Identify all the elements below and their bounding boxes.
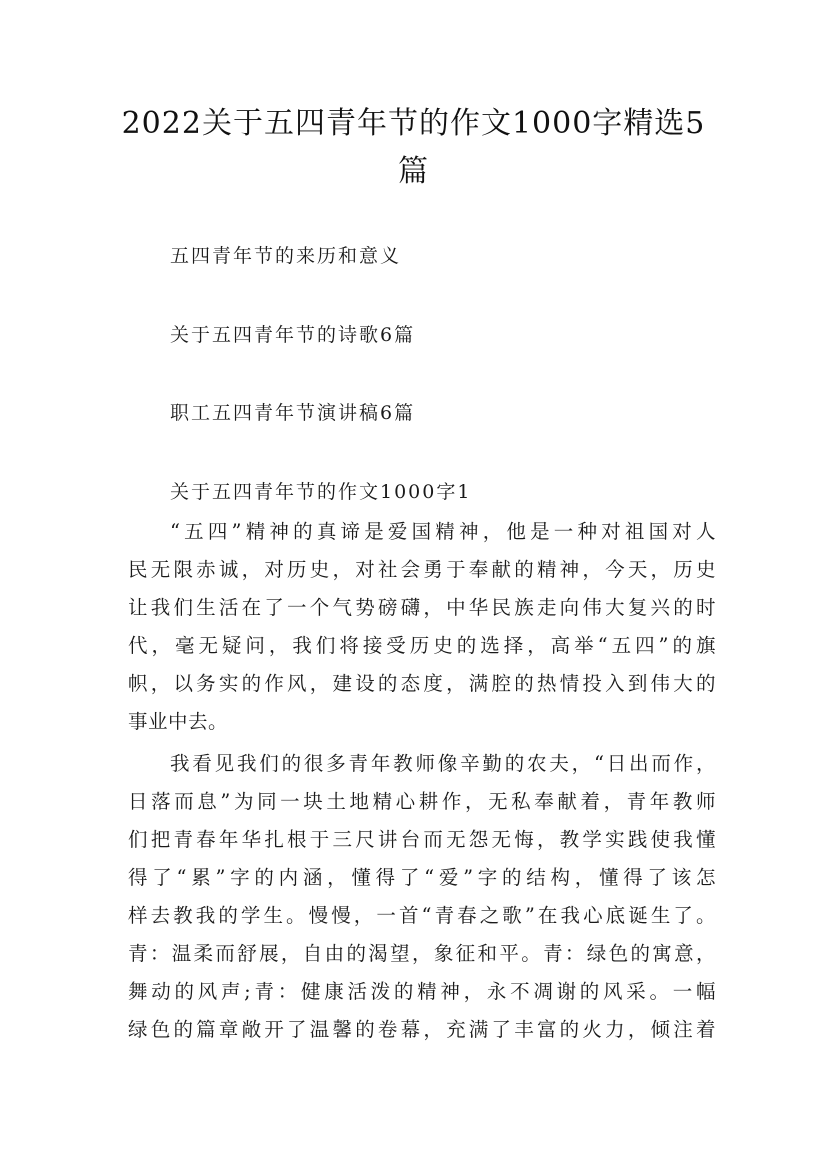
paragraph-2-line: 绿色的篇章敞开了温馨的卷幕，充满了丰富的火力，倾注着 (128, 1018, 716, 1041)
related-link-speeches[interactable]: 职工五四青年节演讲稿6篇 (170, 402, 416, 424)
related-link-poems[interactable]: 关于五四青年节的诗歌6篇 (170, 324, 416, 346)
paragraph-1-line: 事业中去。 (128, 710, 229, 733)
title-line-1: 2022关于五四青年节的作文1000字精选5 (121, 106, 706, 141)
paragraph-2-line: 样去教我的学生。慢慢，一首“青春之歌”在我心底诞生了。 (128, 904, 716, 927)
paragraph-2-line: 青：温柔而舒展，自由的渴望，象征和平。青：绿色的寓意， (128, 942, 716, 965)
paragraph-1-line: 代，毫无疑问，我们将接受历史的选择，高举“五四”的旗 (128, 634, 716, 657)
paragraph-1-line: “五四”精神的真谛是爱国精神，他是一种对祖国对人 (170, 520, 716, 543)
paragraph-2-line: 我看见我们的很多青年教师像辛勤的农夫，“日出而作， (170, 752, 716, 775)
paragraph-2-line: 日落而息”为同一块土地精心耕作，无私奉献着，青年教师 (128, 790, 716, 813)
paragraph-2-line: 得了“累”字的内涵，懂得了“爱”字的结构，懂得了该怎 (128, 866, 716, 889)
section-heading: 关于五四青年节的作文1000字1 (170, 481, 472, 503)
related-link-history[interactable]: 五四青年节的来历和意义 (170, 245, 402, 267)
document-title (110, 100, 717, 196)
paragraph-1-line: 民无限赤诚，对历史，对社会勇于奉献的精神，今天，历史 (128, 558, 716, 581)
paragraph-2-line: 舞动的风声;青：健康活泼的精神，永不凋谢的风采。一幅 (128, 980, 716, 1003)
paragraph-1-line: 帜，以务实的作风，建设的态度，满腔的热情投入到伟大的 (128, 672, 716, 695)
paragraph-1-line: 让我们生活在了一个气势磅礴，中华民族走向伟大复兴的时 (128, 596, 716, 619)
title-line-2: 篇 (398, 154, 429, 189)
paragraph-2-line: 们把青春年华扎根于三尺讲台而无怨无悔，教学实践使我懂 (128, 828, 716, 851)
